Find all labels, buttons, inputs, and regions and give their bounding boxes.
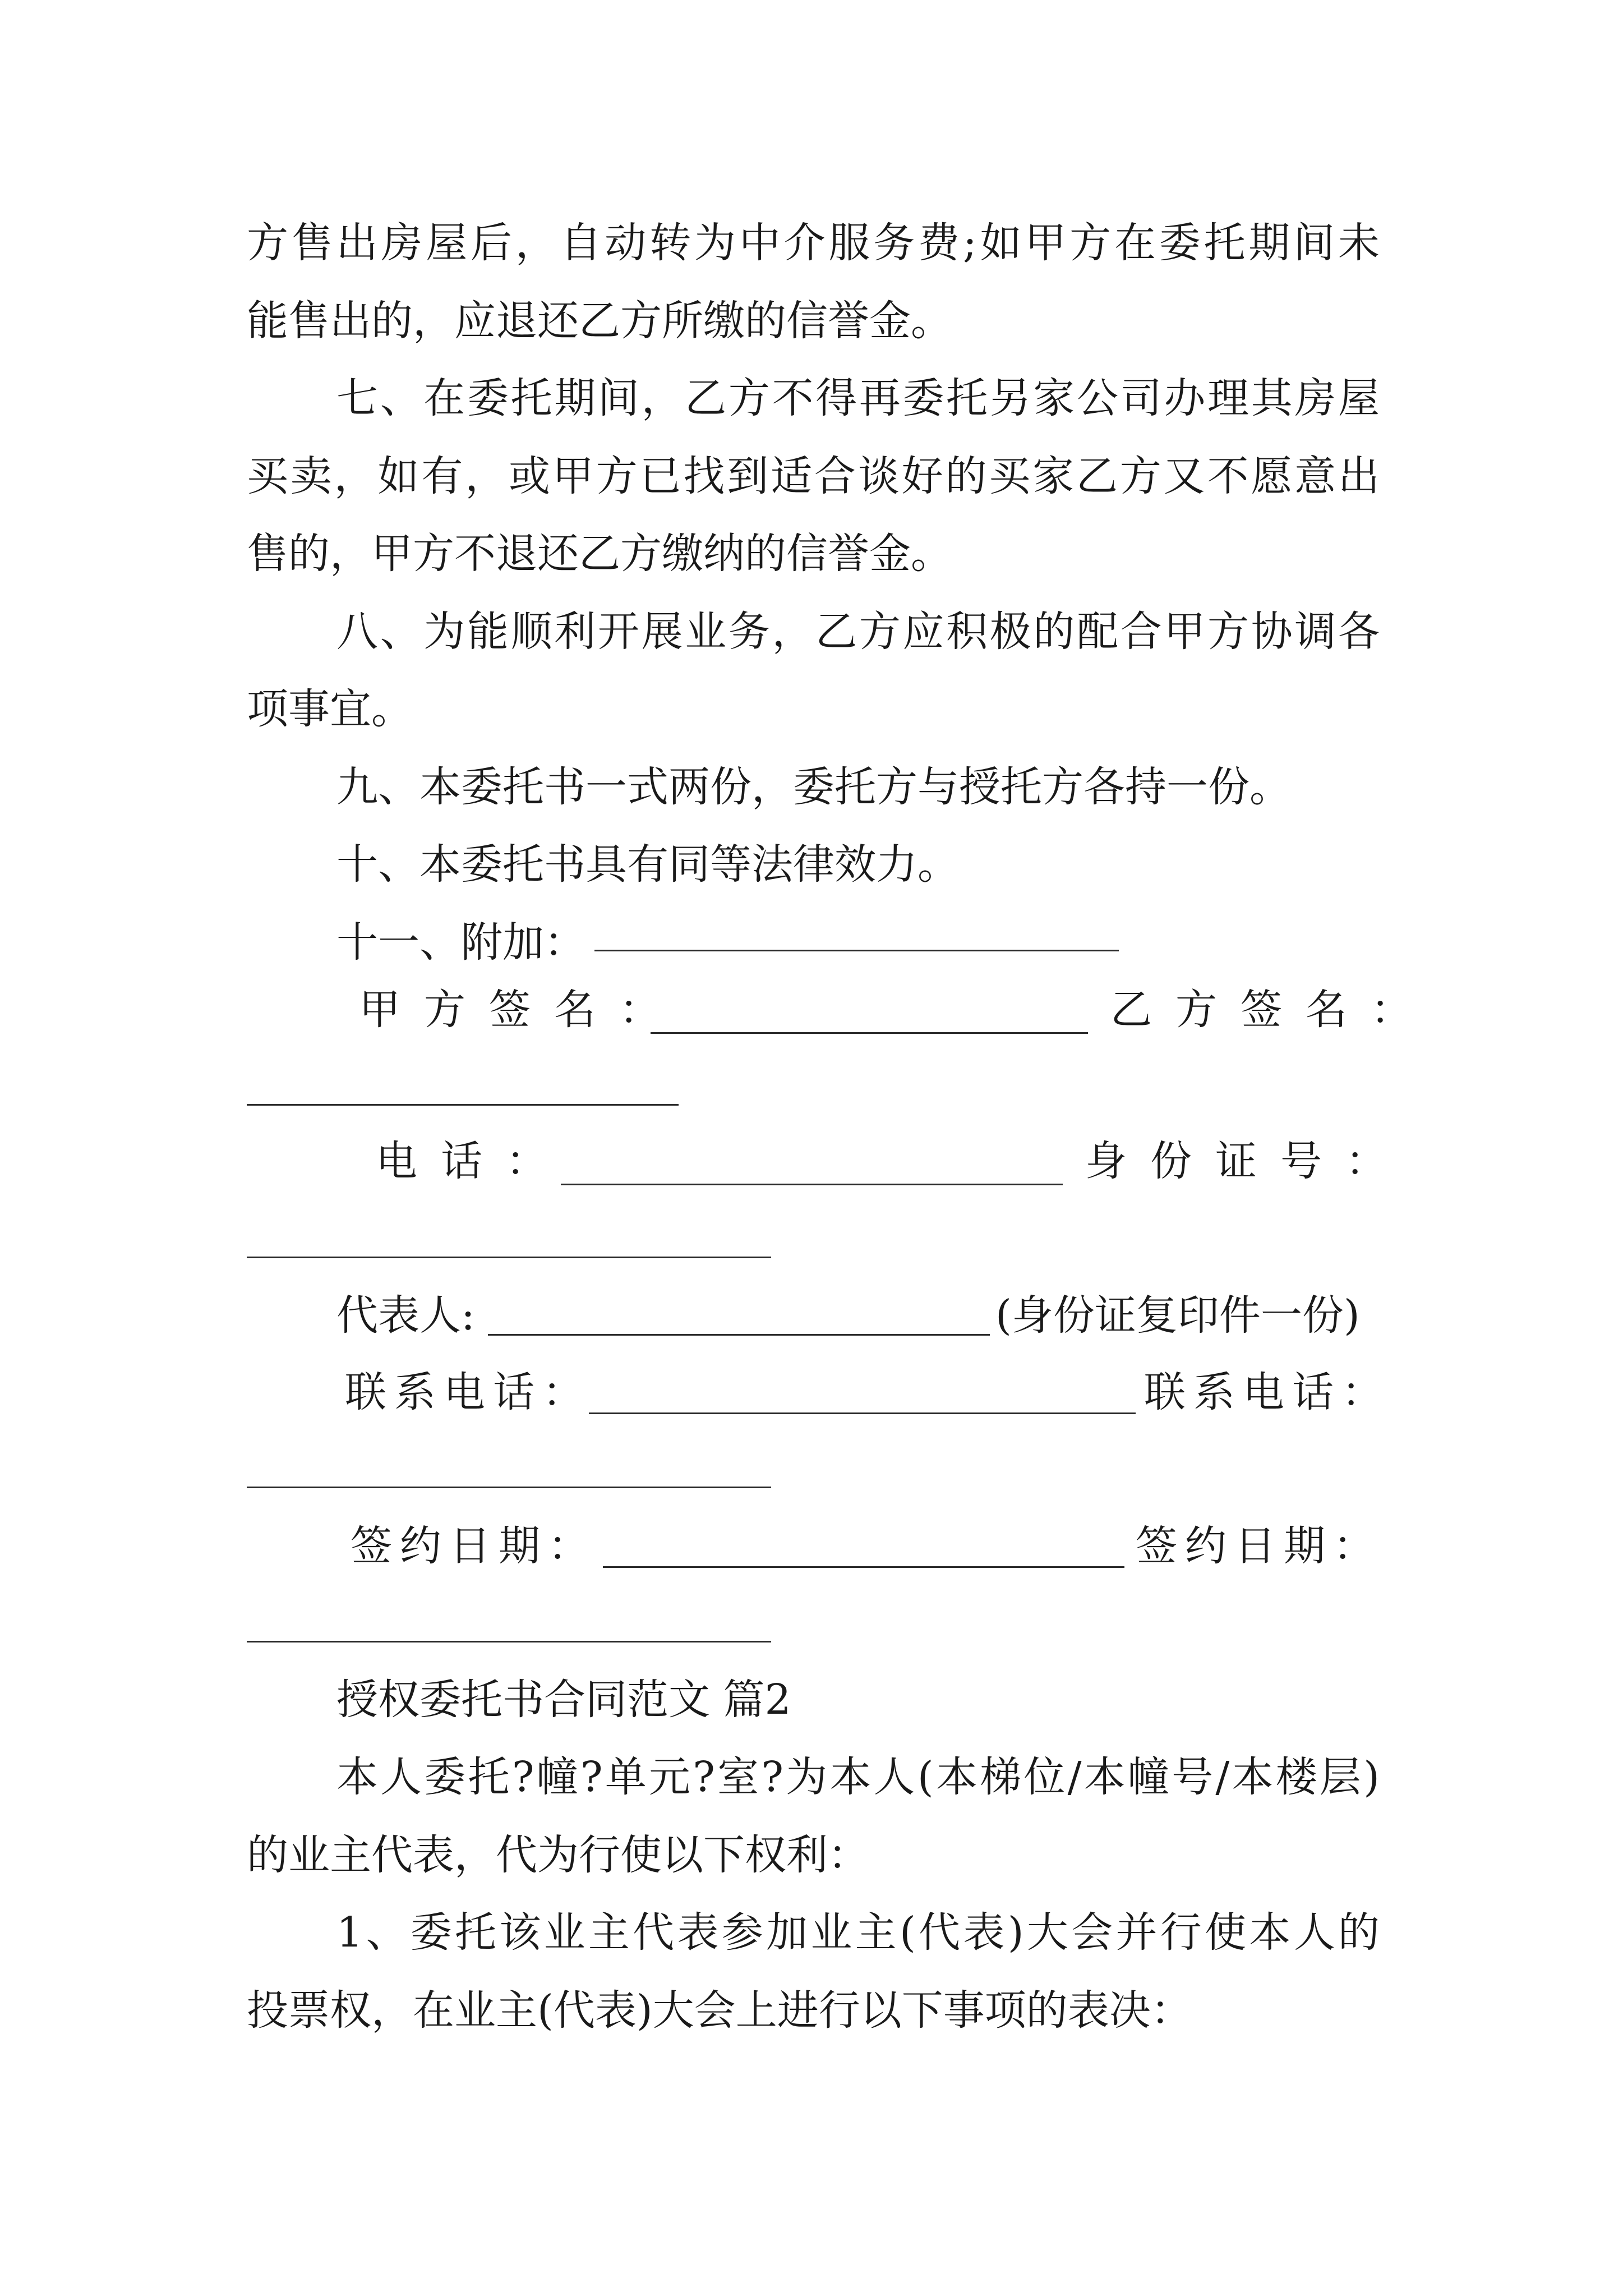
party-b-sign-label: 乙方签名：	[1110, 986, 1436, 1034]
paragraph-line: 方售出房屋后，自动转为中介服务费;如甲方在委托期间未	[247, 219, 1380, 267]
contact-phone-b-blank[interactable]	[247, 1487, 771, 1488]
id-copy-note: (身份证复印件一份)	[995, 1291, 1360, 1340]
sign-date-b-blank[interactable]	[247, 1641, 771, 1642]
phone-blank[interactable]	[561, 1184, 1063, 1185]
paragraph-line: 九、本委托书一式两份，委托方与授托方各持一份。	[336, 763, 1291, 811]
paragraph-line: 投票权，在业主(代表)大会上进行以下事项的表决：	[247, 1986, 1192, 2035]
section2-heading: 授权委托书合同范文 篇2	[336, 1676, 791, 1724]
contact-phone-b-label: 联系电话：	[1144, 1368, 1391, 1416]
appendix-label: 十一、附加：	[336, 918, 585, 967]
id-number-blank[interactable]	[247, 1257, 771, 1258]
sign-date-b-label: 签约日期：	[1136, 1522, 1382, 1570]
phone-label: 电话：	[376, 1137, 571, 1185]
paragraph-line: 七、在委托期间，乙方不得再委托另家公司办理其房屋	[336, 374, 1380, 422]
paragraph-line: 的业主代表，代为行使以下权利：	[247, 1831, 869, 1879]
representative-blank[interactable]	[488, 1334, 990, 1336]
sign-date-a-blank[interactable]	[603, 1566, 1124, 1568]
contact-phone-a-blank[interactable]	[589, 1412, 1136, 1414]
paragraph-line: 售的，甲方不退还乙方缴纳的信誉金。	[247, 530, 952, 578]
id-number-label: 身份证号：	[1085, 1137, 1410, 1185]
paragraph-line: 项事宜。	[247, 685, 413, 733]
party-a-sign-label: 甲方签名：	[359, 986, 684, 1034]
appendix-blank[interactable]	[594, 950, 1119, 951]
party-a-sign-blank[interactable]	[651, 1032, 1088, 1034]
party-b-sign-blank[interactable]	[247, 1104, 679, 1106]
contact-phone-a-label: 联系电话：	[345, 1368, 592, 1416]
paragraph-line: 八、为能顺利开展业务，乙方应积极的配合甲方协调各	[336, 608, 1380, 656]
paragraph-line: 十、本委托书具有同等法律效力。	[336, 840, 959, 889]
paragraph-line: 能售出的，应退还乙方所缴的信誉金。	[247, 297, 952, 345]
paragraph-line: 1、委托该业主代表参加业主(代表)大会并行使本人的	[336, 1908, 1380, 1957]
sign-date-a-label: 签约日期：	[351, 1522, 597, 1570]
paragraph-line: 本人委托?幢?单元?室?为本人(本梯位/本幢号/本楼层)	[336, 1753, 1380, 1801]
paragraph-line: 买卖，如有，或甲方已找到适合谈好的买家乙方又不愿意出	[247, 452, 1380, 500]
representative-label: 代表人:	[336, 1291, 475, 1340]
